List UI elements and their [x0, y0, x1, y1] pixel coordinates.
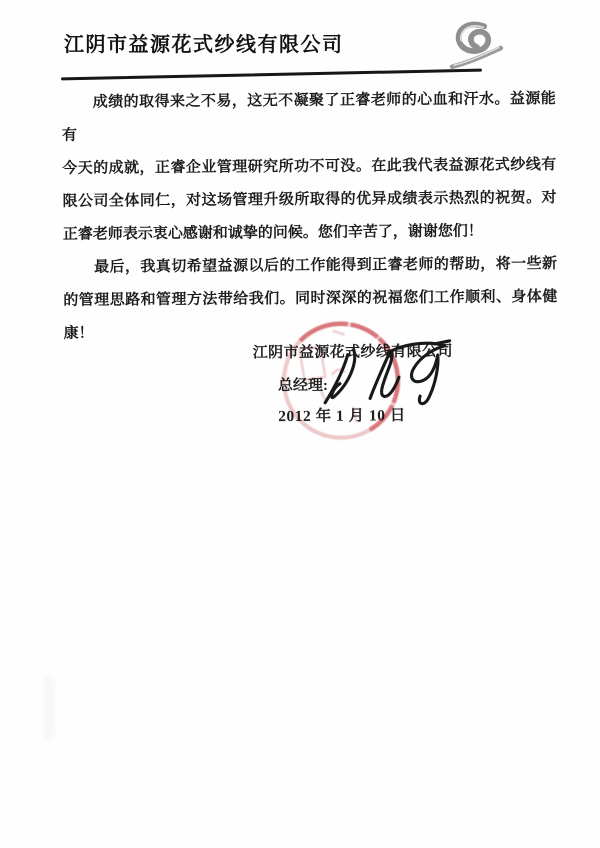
body-line-4: 正睿老师表示衷心感谢和诚挚的问候。您们辛苦了，谢谢您们！ — [62, 223, 483, 243]
signature-date: 2012 年 1 月 10 日 — [278, 407, 406, 426]
letter-body — [62, 83, 558, 351]
body-line-7: 康！ — [63, 325, 94, 342]
handwritten-signature — [317, 339, 456, 414]
body-line-3: 限公司全体同仁，对这场管理升级所取得的优异成绩表示热烈的祝贺。对 — [62, 189, 557, 210]
body-line-1: 成绩的取得来之不易，这无不凝聚了正睿老师的心血和汗水。益源能有 — [61, 90, 556, 144]
signature-title-label: 总经理: — [277, 377, 329, 395]
body-line-6: 的管理思路和管理方法带给我们。同时深深的祝福您们工作顺利、身体健 — [63, 288, 558, 309]
scan-smudge-artifact — [44, 676, 54, 740]
signature-company-name: 江阴市益源花式纱线有限公司 — [252, 343, 453, 362]
letterhead-company-name: 江阴市益源花式纱线有限公司 — [64, 34, 344, 56]
body-line-5: 最后，我真切希望益源以后的工作能得到正睿老师的帮助，将一些新 — [93, 255, 558, 276]
body-line-2: 今天的成就，正睿企业管理研究所功不可没。在此我代表益源花式纱线有 — [62, 156, 557, 177]
